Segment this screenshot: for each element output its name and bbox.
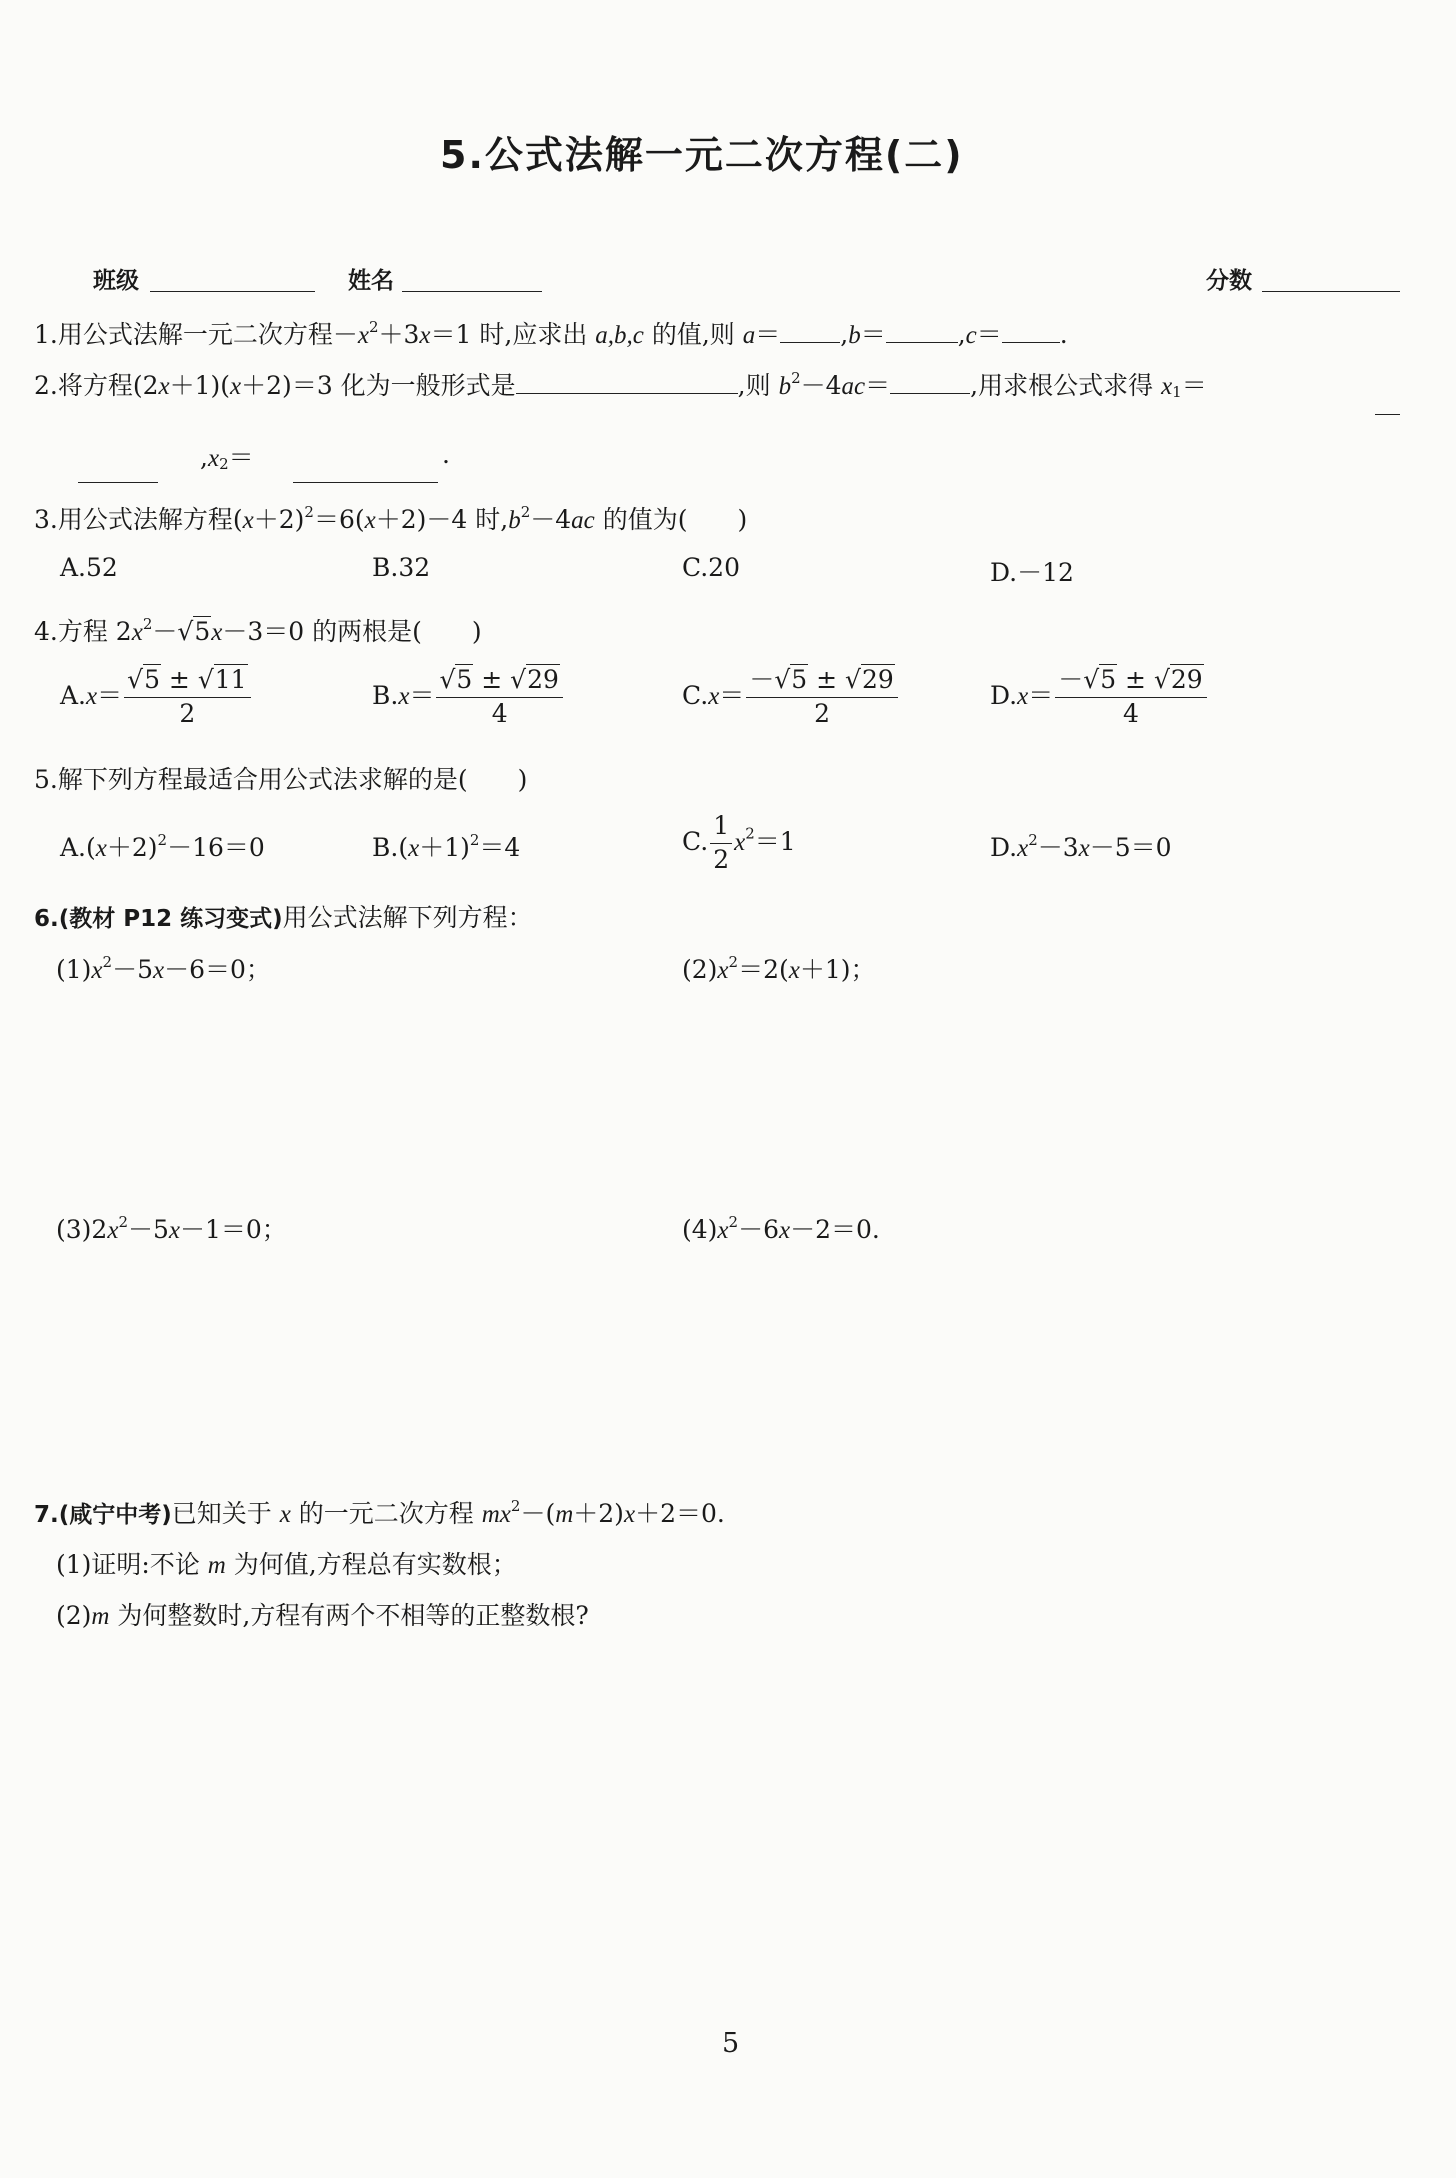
page-title: 5.公式法解一元二次方程(二) <box>440 133 964 177</box>
question-6: 6.(教材 P12 练习变式)用公式法解下列方程： <box>34 903 533 932</box>
q5-option-a[interactable]: $A.(x+2)^2-16=0$ <box>60 830 265 862</box>
q5-option-c[interactable]: C. $\frac{1}{2}$ $x^2=1$ <box>682 811 796 874</box>
q2-end: . <box>442 440 450 469</box>
q7-part-1: (1)证明:不论 m 为何值,方程总有实数根； <box>56 1550 517 1579</box>
question-2-cont: $,x_2=$ <box>200 443 254 473</box>
q1-c-blank[interactable] <box>1002 316 1060 343</box>
question-4: 4.方程 $2x^2-√5x-3=0$ 的两根是( ) <box>34 614 482 646</box>
name-label: 姓名 <box>348 267 394 294</box>
name-blank[interactable] <box>402 265 542 292</box>
q3-option-a[interactable]: A.52 <box>60 553 118 582</box>
q1-b-blank[interactable] <box>886 316 958 343</box>
q5-option-d[interactable]: $D.x^2-3x-5=0$ <box>990 830 1172 862</box>
q3-option-d[interactable]: D.－12 <box>990 558 1074 587</box>
q3-option-c[interactable]: C.20 <box>682 553 740 582</box>
question-5: 5.解下列方程最适合用公式法求解的是( ) <box>34 765 528 794</box>
q3-option-b[interactable]: B.32 <box>372 553 431 582</box>
q4-option-b[interactable]: B.x＝ $\frac{√5 \pm √29}{4}$ <box>372 666 565 729</box>
q6-part-4: $(4)x^2-6x-2=0$. <box>682 1212 880 1244</box>
q4-option-d[interactable]: D.x＝ $\frac{-√5 \pm √29}{4}$ <box>990 666 1209 729</box>
question-7: 7.(咸宁中考)已知关于 x 的一元二次方程 $mx^2-(m+2)x+2=0$. <box>34 1496 725 1528</box>
q5-option-b[interactable]: $B.(x+1)^2=4$ <box>372 830 521 862</box>
q4-option-c[interactable]: C.x＝ $\frac{-√5 \pm √29}{2}$ <box>682 666 900 729</box>
q4-option-a[interactable]: A.x＝ $\frac{√5 \pm √11}{2}$ <box>60 666 253 729</box>
q7-part-2: (2)m 为何整数时,方程有两个不相等的正整数根? <box>56 1601 589 1630</box>
question-2: 2.将方程(2x＋1)(x＋2)＝3 化为一般形式是 ,则 $b^2-4ac=$ ,用求根公式求得 $x_1=$ <box>34 368 1207 401</box>
q6-part-2: $(2)x^2=2(x+1)$； <box>682 952 876 984</box>
class-blank[interactable] <box>150 265 315 292</box>
q2-x1-blank-tail[interactable] <box>1375 388 1400 415</box>
q2-discriminant-blank[interactable] <box>890 367 970 394</box>
q2-x1-blank[interactable] <box>78 454 158 483</box>
q6-part-3: $(3)2x^2-5x-1=0$； <box>56 1212 287 1244</box>
score-label: 分数 <box>1206 267 1252 294</box>
q1-a-blank[interactable] <box>780 316 840 343</box>
question-3: 3.用公式法解方程$(x+2)^2=6(x+2)-4$ 时$,b^2-4ac$ 的值为( ) <box>34 502 748 534</box>
q2-general-form-blank[interactable] <box>516 367 738 394</box>
page-number: 5 <box>722 2028 740 2059</box>
score-blank[interactable] <box>1262 265 1400 292</box>
question-1: 1.用公式法解一元二次方程$-x^2+3x=1$ 时,应求出 a,b,c 的值,则 a＝ ,b＝ ,c＝ . <box>34 317 1068 349</box>
q2-x2-blank[interactable] <box>293 454 438 483</box>
q6-part-1: $(1)x^2-5x-6=0$； <box>56 952 271 984</box>
class-label: 班级 <box>93 267 139 294</box>
